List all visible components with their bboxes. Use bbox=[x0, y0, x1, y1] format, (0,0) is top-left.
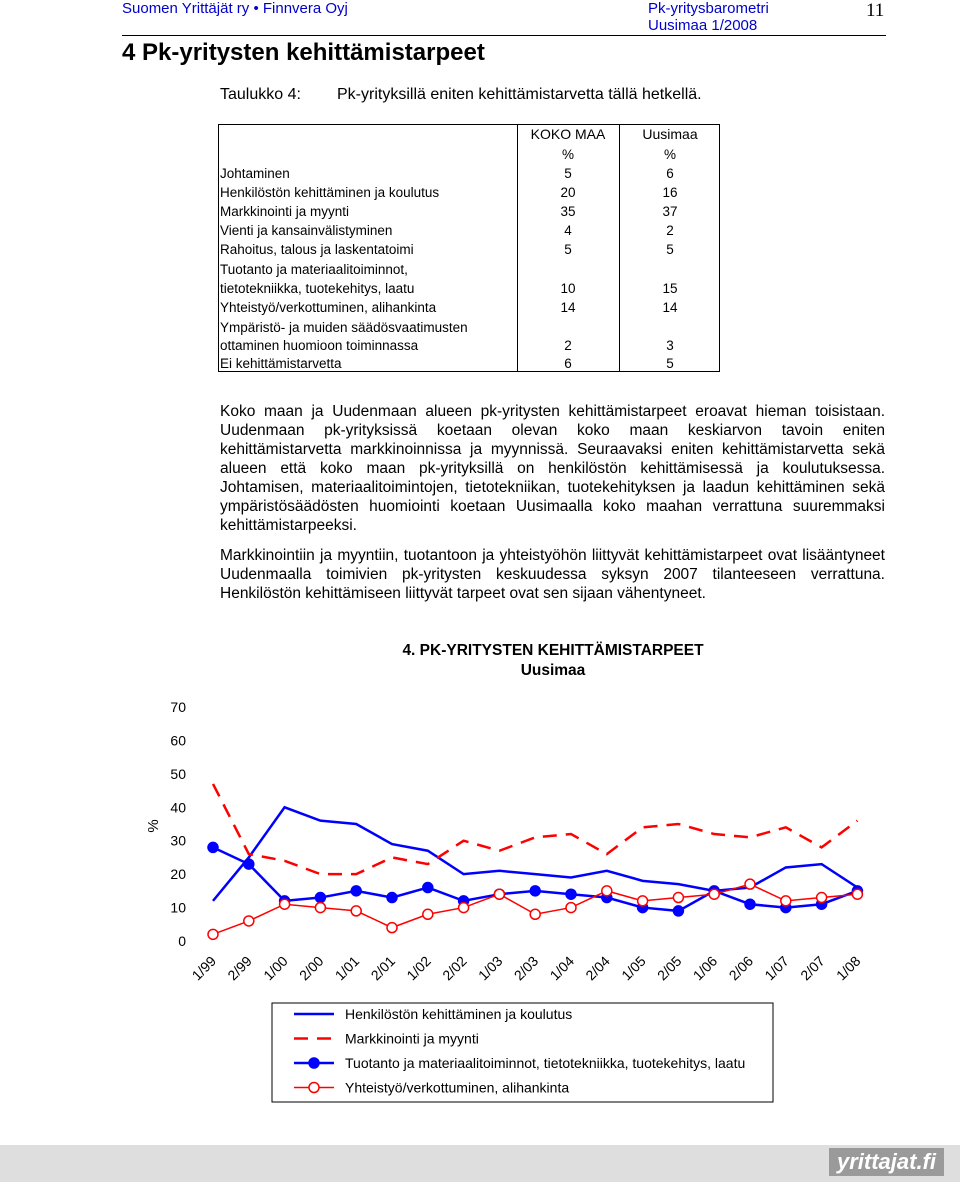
table-cell-koko-maa: 14 bbox=[560, 300, 576, 315]
series-line bbox=[213, 784, 857, 874]
data-point bbox=[638, 896, 648, 906]
header-divider bbox=[122, 35, 886, 36]
table-cell-koko-maa: 20 bbox=[560, 185, 576, 200]
y-tick-label: 50 bbox=[170, 765, 186, 782]
data-point bbox=[280, 899, 290, 909]
legend-label: Tuotanto ja materiaalitoiminnot, tietotekniikka, tuotekehitys, laatu bbox=[345, 1055, 746, 1071]
table-row-label: Yhteistyö/verkottuminen, alihankinta bbox=[220, 300, 437, 315]
table-cell-uusimaa: 5 bbox=[666, 242, 674, 257]
data-point bbox=[602, 886, 612, 896]
x-tick-label: 1/00 bbox=[260, 952, 291, 984]
legend-marker bbox=[309, 1058, 319, 1068]
table-cell-koko-maa: 5 bbox=[564, 242, 572, 257]
table-cell-uusimaa: 15 bbox=[662, 281, 678, 296]
data-point bbox=[852, 889, 862, 899]
yrittajat-logo[interactable]: yrittajat.fi bbox=[829, 1148, 944, 1176]
x-tick-label: 2/99 bbox=[224, 952, 255, 984]
data-point bbox=[423, 909, 433, 919]
header-org-names: Suomen Yrittäjät ry • Finnvera Oyj bbox=[122, 0, 348, 17]
table-cell-koko-maa: 4 bbox=[564, 223, 572, 238]
data-point bbox=[709, 889, 719, 899]
data-point bbox=[566, 903, 576, 913]
data-point bbox=[351, 886, 361, 896]
column-unit-uusimaa: % bbox=[663, 147, 676, 162]
page-number: 11 bbox=[866, 0, 885, 21]
series-line bbox=[213, 847, 857, 911]
chart-title: 4. PK-YRITYSTEN KEHITTÄMISTARPEET bbox=[402, 642, 704, 659]
data-point bbox=[530, 909, 540, 919]
y-tick-label: 10 bbox=[170, 899, 186, 916]
chart-subtitle: Uusimaa bbox=[520, 662, 586, 679]
legend-label: Henkilöstön kehittäminen ja koulutus bbox=[345, 1006, 573, 1022]
table-cell-koko-maa: 35 bbox=[560, 204, 576, 219]
table-row-label: Ei kehittämistarvetta bbox=[220, 356, 342, 371]
data-point bbox=[244, 859, 254, 869]
data-point bbox=[745, 879, 755, 889]
table-cell-uusimaa: 3 bbox=[666, 338, 674, 353]
y-tick-label: 60 bbox=[170, 732, 186, 749]
legend-marker bbox=[309, 1083, 319, 1093]
body-paragraph: Koko maan ja Uudenmaan alueen pk-yritysten kehittämistarpeet eroavat hieman toisistaan. Uudenmaan pk-yrityksissä koetaan olevan koko maan keskiarvon tavoin eniten kehittämistarvetta markkinoinnissa ja myynnissä. Seuraavaksi eniten kehittämistarvetta sekä alueen että koko maan pk-yrityksillä on henkilöstön kehittämisessä ja koulutuksessa. Johtamisen, materiaalitoimintojen, tietotekniikan, tuotekehityksen ja laadun kehittäminen sekä ympäristösäädösten huomiointi koetaan Uusimaalla koko maahan verrattuna suuremmaksi kehittämistarpeeksi. bbox=[220, 403, 885, 534]
table-cell-uusimaa: 5 bbox=[666, 356, 674, 371]
table-row-label-continued: tietotekniikka, tuotekehitys, laatu bbox=[220, 281, 415, 296]
column-header-koko-maa: KOKO MAA bbox=[530, 126, 606, 142]
data-point bbox=[387, 893, 397, 903]
data-point bbox=[745, 899, 755, 909]
table-cell-uusimaa: 14 bbox=[662, 300, 678, 315]
y-tick-label: 70 bbox=[170, 699, 186, 715]
table-row-label: Vienti ja kansainvälistyminen bbox=[220, 223, 393, 238]
chart-y-axis-label: % bbox=[145, 819, 162, 833]
table-row-label-continued: ottaminen huomioon toiminnassa bbox=[220, 338, 419, 353]
x-tick-label: 2/05 bbox=[653, 952, 685, 984]
x-tick-label: 1/06 bbox=[689, 952, 721, 984]
x-tick-label: 2/03 bbox=[510, 952, 542, 984]
table-row-label: Henkilöstön kehittäminen ja koulutus bbox=[220, 185, 440, 200]
data-point bbox=[208, 842, 218, 852]
data-point bbox=[244, 916, 254, 926]
table-cell-uusimaa: 6 bbox=[666, 166, 674, 181]
x-tick-label: 2/06 bbox=[725, 952, 757, 984]
data-point bbox=[494, 889, 504, 899]
column-header-uusimaa: Uusimaa bbox=[642, 126, 698, 142]
y-tick-label: 40 bbox=[170, 799, 186, 816]
table-cell-koko-maa: 6 bbox=[564, 356, 572, 371]
x-tick-label: 1/05 bbox=[618, 952, 649, 984]
x-tick-label: 2/01 bbox=[367, 952, 399, 984]
table-row-label: Markkinointi ja myynti bbox=[220, 204, 350, 219]
data-point bbox=[673, 893, 683, 903]
data-point bbox=[315, 893, 325, 903]
header-report-name: Pk-yritysbarometri bbox=[648, 0, 769, 17]
x-tick-label: 1/03 bbox=[474, 952, 506, 984]
data-point bbox=[423, 883, 433, 893]
table-cell-koko-maa: 10 bbox=[560, 281, 576, 296]
table-caption: Pk-yrityksillä eniten kehittämistarvetta tällä hetkellä. bbox=[337, 86, 702, 103]
column-unit-koko-maa: % bbox=[561, 147, 574, 162]
table-cell-koko-maa: 2 bbox=[564, 338, 572, 353]
x-tick-label: 1/08 bbox=[832, 952, 864, 984]
table-cell-uusimaa: 2 bbox=[666, 223, 674, 238]
data-point bbox=[208, 929, 218, 939]
table-row-label: Tuotanto ja materiaalitoiminnot, bbox=[220, 262, 408, 277]
data-point bbox=[673, 906, 683, 916]
x-tick-label: 1/04 bbox=[546, 952, 578, 984]
data-point bbox=[351, 906, 361, 916]
x-tick-label: 1/02 bbox=[403, 952, 434, 984]
table-row-label: Rahoitus, talous ja laskentatoimi bbox=[220, 242, 414, 257]
table-row-label: Ympäristö- ja muiden säädösvaatimusten bbox=[220, 320, 468, 335]
data-point bbox=[459, 903, 469, 913]
footer-bar bbox=[0, 1145, 960, 1182]
x-tick-label: 1/01 bbox=[331, 952, 363, 984]
x-tick-label: 2/00 bbox=[295, 952, 327, 984]
table-cell-uusimaa: 16 bbox=[662, 185, 678, 200]
x-tick-label: 1/07 bbox=[761, 952, 792, 984]
data-point bbox=[566, 889, 576, 899]
x-tick-label: 2/02 bbox=[439, 952, 470, 984]
table-cell-koko-maa: 5 bbox=[564, 166, 572, 181]
x-tick-label: 2/04 bbox=[582, 952, 613, 984]
data-point bbox=[817, 893, 827, 903]
section-title: 4 Pk-yritysten kehittämistarpeet bbox=[122, 39, 485, 66]
legend-label: Markkinointi ja myynti bbox=[345, 1030, 479, 1047]
legend-label: Yhteistyö/verkottuminen, alihankinta bbox=[345, 1079, 570, 1096]
data-point bbox=[387, 923, 397, 933]
data-point bbox=[781, 896, 791, 906]
y-tick-label: 30 bbox=[170, 832, 186, 849]
table-label: Taulukko 4: bbox=[220, 86, 301, 103]
data-point bbox=[530, 886, 540, 896]
table-cell-uusimaa: 37 bbox=[662, 204, 678, 219]
header-report-period: Uusimaa 1/2008 bbox=[648, 17, 758, 34]
development-needs-line-chart bbox=[0, 630, 960, 1110]
table-row-label: Johtaminen bbox=[220, 166, 290, 181]
y-tick-label: 0 bbox=[178, 933, 186, 949]
body-paragraph: Markkinointiin ja myyntiin, tuotantoon ja yhteistyöhön liittyvät kehittämistarpeet ovat lisääntyneet Uudenmaalla toimivien pk-yritysten keskuudessa syksyn 2007 tilanteeseen verrattuna. Henkilöstön kehittämiseen liittyvät tarpeet ovat sen sijaan vähentyneet. bbox=[220, 547, 885, 602]
x-tick-label: 1/99 bbox=[188, 952, 220, 984]
x-tick-label: 2/07 bbox=[797, 952, 828, 984]
y-tick-label: 20 bbox=[170, 866, 186, 883]
data-point bbox=[315, 903, 325, 913]
